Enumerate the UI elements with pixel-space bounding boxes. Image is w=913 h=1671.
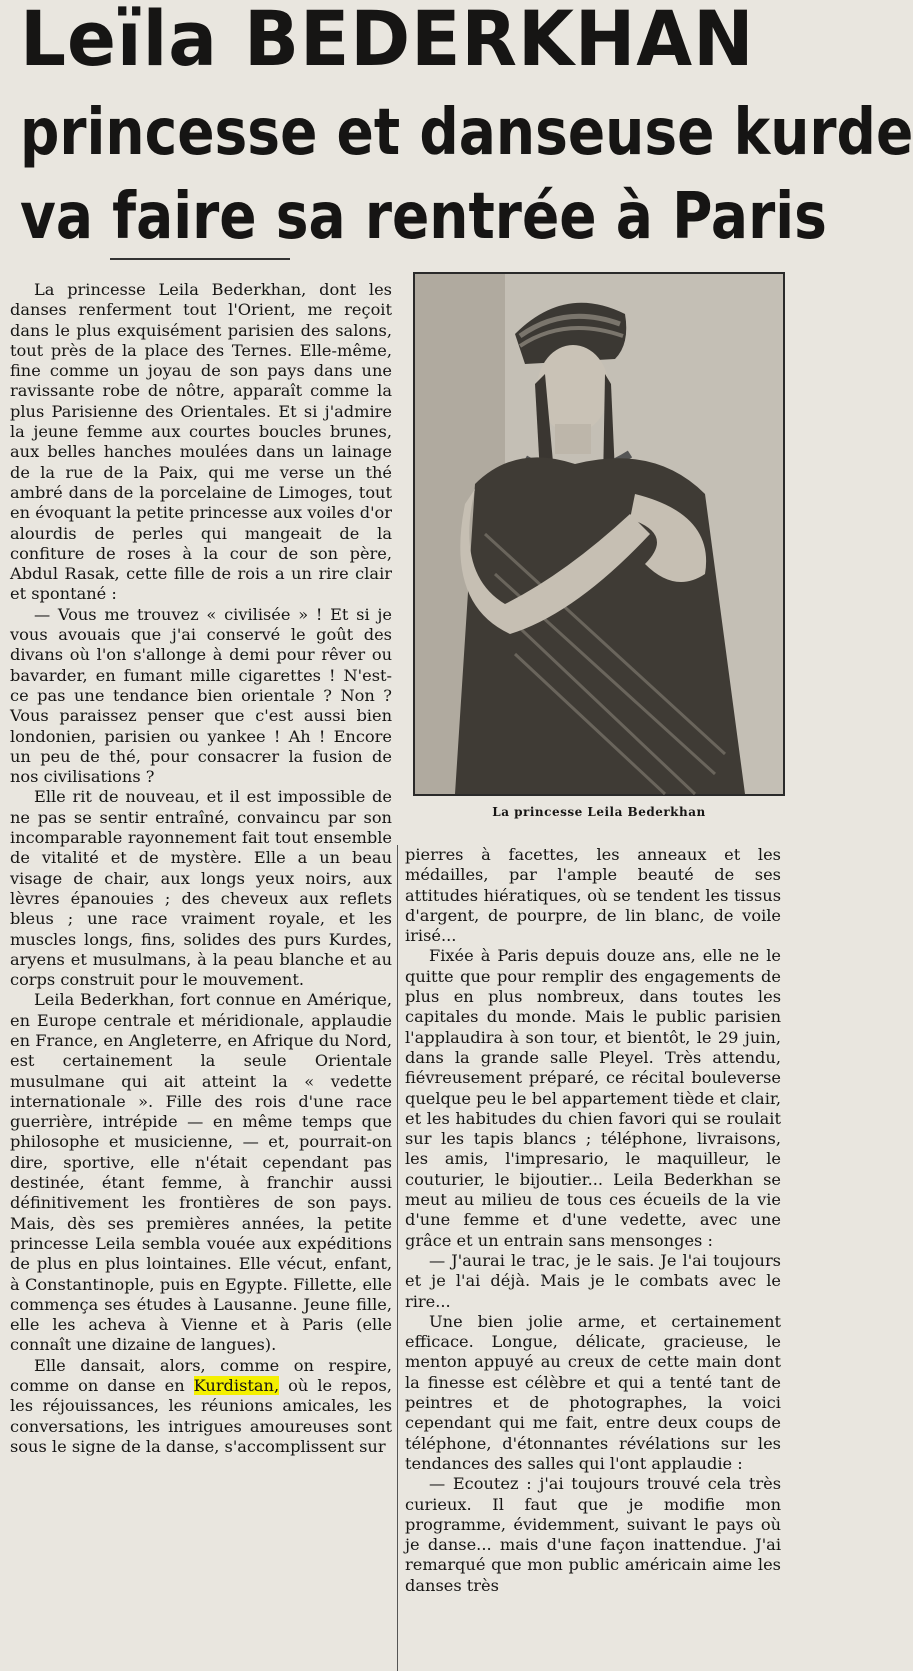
paragraph: — Vous me trouvez « civilisée » ! Et si je vous avouais que j'ai conservé le goût des divans où l'on s'allonge à demi pour rêver ou bavarder, en fumant mille cigarettes ! N'est-ce pas une tendance bien orientale ? Non ? Vous paraissez penser que c'est aussi bien londonien, parisien ou yankee ! Ah ! Encore un peu de thé, pour consacrer la fusion de nos civilisations ? <box>10 604 392 787</box>
highlighted-word: Kurdistan, <box>193 1376 280 1396</box>
paragraph: La princesse Leila Bederkhan, dont les danses renferment tout l'Orient, me reçoit dans le plus exquisément parisien des salons, tout près de la place des Ternes. Elle-même, fine comme un joyau de son pays dans une ravissante robe de nôtre, apparaît comme la plus Parisienne des Orientales. Et si j'admire la jeune femme aux courtes boucles brunes, aux belles hanches moulées dans un lainage de la rue de la Paix, qui me verse un thé ambré dans de la porcelaine de Limoges, tout en évoquant la petite princesse aux voiles d'or alourdis de perles qui mangeait de la confiture de roses à la cour de son père, Abdul Rasak, cette fille de rois a un rire clair et spontané : <box>10 280 392 604</box>
paragraph: Elle rit de nouveau, et il est impossible de ne pas se sentir entraîné, convaincu par son incomparable rayonnement fait tout ensemble de vitalité et de mystère. Elle a un beau visage de chair, aux longs yeux noirs, aux lèvres épanouies ; des cheveux aux reflets bleus ; une race vraiment royale, et les muscles longs, fins, solides des purs Kurdes, aryens et musulmans, à la peau blanche et au corps construit pour le mouvement. <box>10 787 392 990</box>
portrait-photo <box>413 272 785 796</box>
paragraph <box>10 1356 392 1457</box>
article-left-column <box>10 280 392 1457</box>
paragraph: — J'aurai le trac, je le sais. Je l'ai toujours et je l'ai déjà. Mais je le combats avec le rire... <box>405 1250 781 1311</box>
paragraph: — Ecoutez : j'ai toujours trouvé cela très curieux. Il faut que je modifie mon programme, évidemment, suivant le pays où je danse... mais d'une façon inattendue. J'ai remarqué que mon public américain aime les danses très <box>405 1474 781 1595</box>
headline-line-1: Leïla BEDERKHAN <box>20 0 755 83</box>
paragraph: Fixée à Paris depuis douze ans, elle ne le quitte que pour remplir des engagements de plus en plus nombreux, dans toutes les capitales du monde. Mais le public parisien l'applaudira à son tour, et bientôt, le 29 juin, dans la grande salle Pleyel. Très attendu, fiévreusement préparé, ce récital bouleverse quelque peu le bel appartement tiède et clair, et les habitudes du chien favori qui se roulait sur les tapis blancs ; téléphone, livraisons, les amis, l'impresario, le maquilleur, le couturier, le bijoutier... Leila Bederkhan se meut au milieu de tous ces écueils de la vie d'une femme et d'une vedette, avec une grâce et un entrain sans mensonges : <box>405 946 781 1250</box>
paragraph: Une bien jolie arme, et certainement efficace. Longue, délicate, gracieuse, le menton appuyé au creux de cette main dont la finesse est célèbre et qui a tenté tant de peintres et de photographes, la voici cependant qui me fait, entre deux coups de téléphone, d'étonnantes révélations sur les tendances des salles qui l'ont applaudie : <box>405 1311 781 1473</box>
title-divider <box>110 258 290 260</box>
portrait-figure <box>415 274 783 794</box>
paragraph: Leila Bederkhan, fort connue en Amérique, en Europe centrale et méridionale, applaudie en France, en Angleterre, en Afrique du Nord, est certainement la seule Orientale musulmane qui ait atteint la « vedette internationale ». Fille des rois d'une race guerrière, intrépide — en même temps que philosophe et musicienne, — et, pourrait-on dire, sportive, elle n'était cependant pas destinée, étant femme, à franchir aussi définitivement les frontières de son pays. Mais, dès ses premières années, la petite princesse Leila sembla vouée aux expéditions de plus en plus lointaines. Elle vécut, enfant, à Constantinople, puis en Egypte. Fillette, elle commença ses études à Lausanne. Jeune fille, elle les acheva à Vienne et à Paris (elle connaît une dizaine de langues). <box>10 990 392 1355</box>
column-divider <box>397 845 398 1671</box>
article-right-column <box>405 845 781 1596</box>
paragraph-text: où le repos, les réjouissances, les réunions amicales, les conversations, les intrigues amoureuses sont sous le signe de la danse, s'accomplissent sur <box>10 1376 392 1456</box>
headline-line-3: va faire sa rentrée à Paris <box>20 180 827 254</box>
paragraph-text: Elle dansait, alors, comme on respire, comme on danse en <box>10 1355 392 1396</box>
headline-line-2: princesse et danseuse kurde <box>20 96 913 170</box>
paragraph: pierres à facettes, les anneaux et les médailles, par l'ample beauté de ses attitudes hiératiques, où se tendent les tissus d'argent, de pourpre, de lin blanc, de voile irisé... <box>405 845 781 946</box>
photo-caption: La princesse Leila Bederkhan <box>492 805 706 819</box>
